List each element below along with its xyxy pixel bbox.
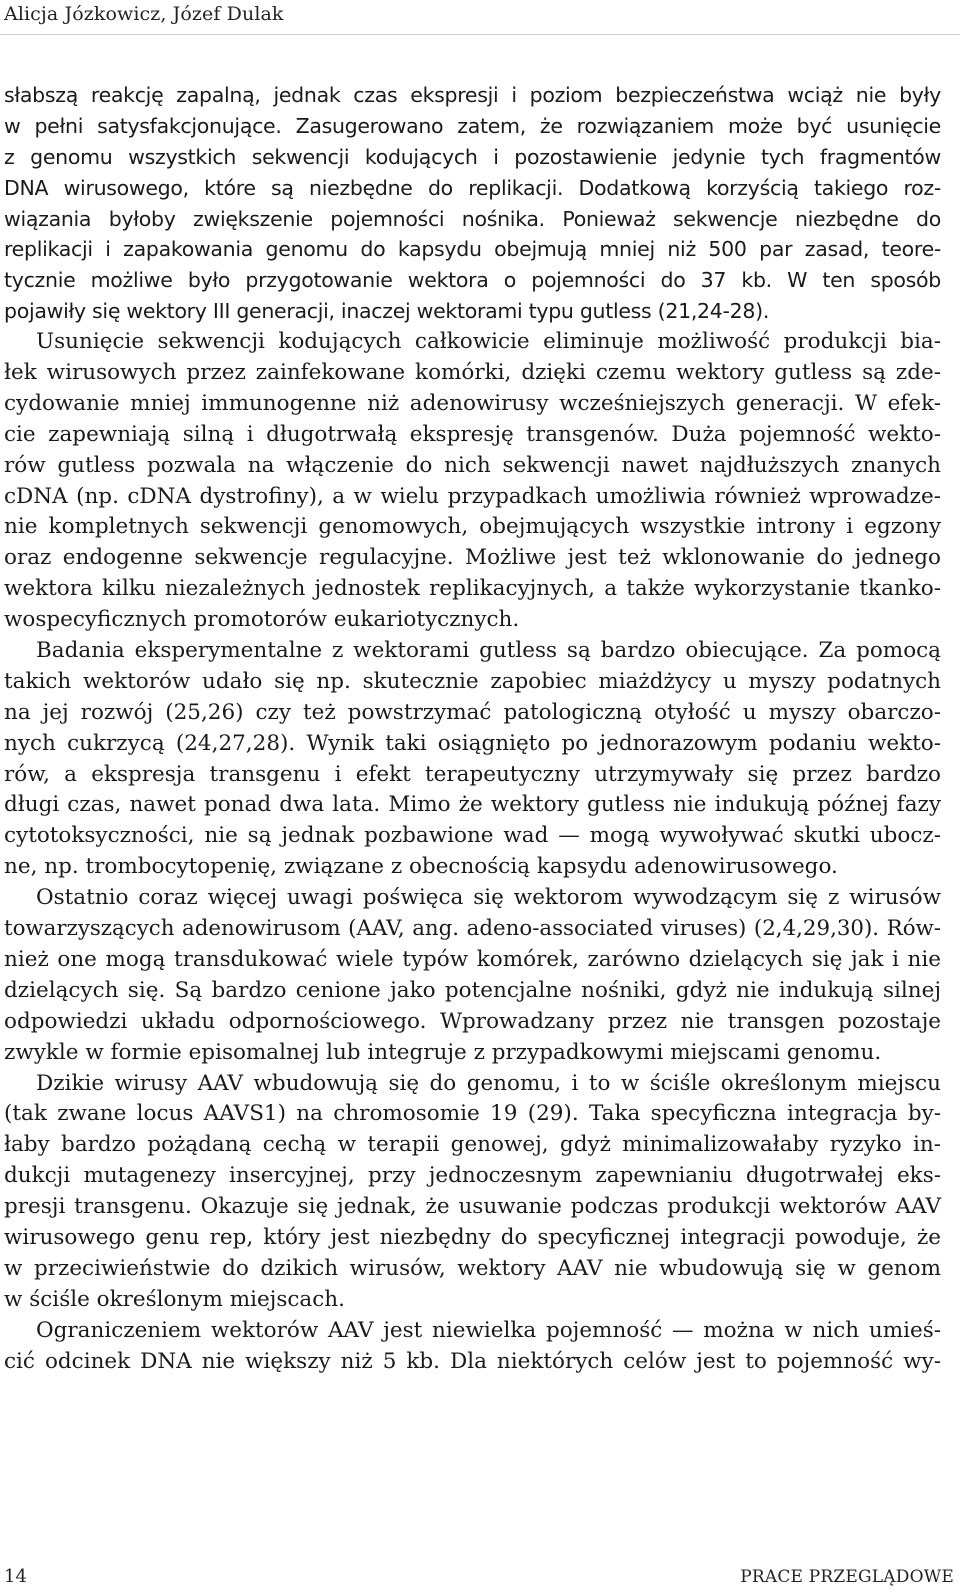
text-line: Ograniczeniem wektorów AAV jest niewielka pojemność — można w nich umieś-	[36, 1317, 941, 1343]
text-line: towarzyszących adenowirusom (AAV, ang. adeno-associated viruses) (2,4,29,30). Rów-	[4, 916, 941, 942]
page-number: 14	[4, 1566, 27, 1587]
text-line: ne, np. trombocytopenię, związane z obecnością kapsydu adenowirusowego.	[4, 854, 838, 880]
text-line: z genomu wszystkich sekwencji kodujących i pozostawienie jedynie tych fragmentów	[4, 144, 941, 169]
text-line: w przeciwieństwie do dzikich wirusów, wektory AAV nie wbudowują się w genom	[4, 1255, 941, 1281]
text-line: cić odcinek DNA nie większy niż 5 kb. Dla niektórych celów jest to pojemność wy-	[4, 1348, 941, 1374]
text-line: presji transgenu. Okazuje się jednak, że usuwanie podczas produkcji wektorów AAV	[4, 1194, 941, 1220]
text-line: dzielących się. Są bardzo cenione jako potencjalne nośniki, gdyż nie indukują silnej	[4, 977, 941, 1003]
text-line: cytotoksyczności, nie są jednak pozbawione wad — mogą wywoływać skutki ubocz-	[4, 823, 941, 849]
text-line: cDNA (np. cDNA dystrofiny), a w wielu przypadkach umożliwia również wprowadze-	[4, 483, 941, 509]
text-line: wektora kilku niezależnych jednostek replikacyjnych, a także wykorzystanie tkanko-	[4, 576, 941, 602]
text-line: Ostatnio coraz więcej uwagi poświęca się wektorom wywodzącym się z wirusów	[36, 885, 941, 911]
text-line: (tak zwane locus AAVS1) na chromosomie 19 (29). Taka specyficzna integracja by-	[4, 1101, 941, 1127]
text-line: słabszą reakcję zapalną, jednak czas ekspresji i poziom bezpieczeństwa wciąż nie były	[4, 83, 941, 107]
text-line: wirusowego genu rep, który jest niezbędny do specyficznej integracji powoduje, że	[4, 1224, 941, 1250]
article-body	[4, 80, 941, 1377]
text-line: na jej rozwój (25,26) czy też powstrzymać patologiczną otyłość u myszy obarczo-	[4, 699, 941, 725]
journal-name: PRACE PRZEGLĄDOWE	[740, 1567, 954, 1587]
text-line: w pełni satysfakcjonujące. Zasugerowano zatem, że rozwiązaniem może być usunięcie	[4, 113, 941, 138]
text-line: nież one mogą transdukować wiele typów komórek, zarówno dzielących się jak i nie	[4, 946, 941, 972]
text-line: rów gutless pozwala na włączenie do nich sekwencji nawet najdłuższych znanych	[4, 452, 941, 478]
text-line: dukcji mutagenezy insercyjnej, przy jednoczesnym zapewnianiu długotrwałej eks-	[4, 1163, 941, 1189]
text-line: takich wektorów udało się np. skutecznie zapobiec miażdżycy u myszy podatnych	[4, 668, 941, 694]
text-line: nie kompletnych sekwencji genomowych, obejmujących wszystkie introny i egzony	[4, 514, 941, 540]
text-line: cydowanie mniej immunogenne niż adenowirusy wcześniejszych generacji. W efek-	[4, 390, 941, 416]
running-header-authors: Alicja Józkowicz, Józef Dulak	[4, 3, 284, 25]
text-line: wospecyficznych promotorów eukariotycznych.	[4, 607, 520, 633]
text-line: rów, a ekspresja transgenu i efekt terapeutyczny utrzymywały się przez bardzo	[4, 761, 941, 787]
text-line: odpowiedzi układu odpornościowego. Wprowadzany przez nie transgen pozostaje	[4, 1008, 941, 1034]
text-line: w ściśle określonym miejscach.	[4, 1286, 345, 1312]
text-line: zwykle w formie episomalnej lub integruje z przypadkowymi miejscami genomu.	[4, 1039, 882, 1065]
text-line: oraz endogenne sekwencje regulacyjne. Możliwe jest też wklonowanie do jednego	[4, 545, 941, 571]
text-line: długi czas, nawet ponad dwa lata. Mimo że wektory gutless nie indukują późnej fazy	[4, 792, 941, 818]
header-divider	[0, 34, 960, 35]
text-line: tycznie możliwe było przygotowanie wektora o pojemności do 37 kb. W ten sposób	[4, 268, 941, 293]
text-line: nych cukrzycą (24,27,28). Wynik taki osiągnięto po jednorazowym podaniu wekto-	[4, 730, 941, 756]
text-line: cie zapewniają silną i długotrwałą ekspresję transgenów. Duża pojemność wekto-	[4, 421, 941, 447]
text-line: łaby bardzo pożądaną cechą w terapii genowej, gdyż minimalizowałaby ryzyko in-	[4, 1132, 941, 1158]
text-line: wiązania byłoby zwiększenie pojemności nośnika. Ponieważ sekwencje niezbędne do	[4, 206, 941, 231]
text-line: pojawiły się wektory III generacji, inaczej wektorami typu gutless (21,24-28).	[4, 299, 770, 324]
text-line: DNA wirusowego, które są niezbędne do replikacji. Dodatkową korzyścią takiego roz-	[4, 175, 941, 200]
text-line: Dzikie wirusy AAV wbudowują się do genomu, i to w ściśle określonym miejscu	[36, 1070, 941, 1096]
text-line: replikacji i zapakowania genomu do kapsydu obejmują mniej niż 500 par zasad, teore-	[4, 237, 941, 262]
text-line: łek wirusowych przez zainfekowane komórki, dzięki czemu wektory gutless są zde-	[4, 360, 941, 386]
text-line: Badania eksperymentalne z wektorami gutless są bardzo obiecujące. Za pomocą	[36, 638, 941, 664]
text-line: Usunięcie sekwencji kodujących całkowicie eliminuje możliwość produkcji bia-	[36, 329, 941, 355]
